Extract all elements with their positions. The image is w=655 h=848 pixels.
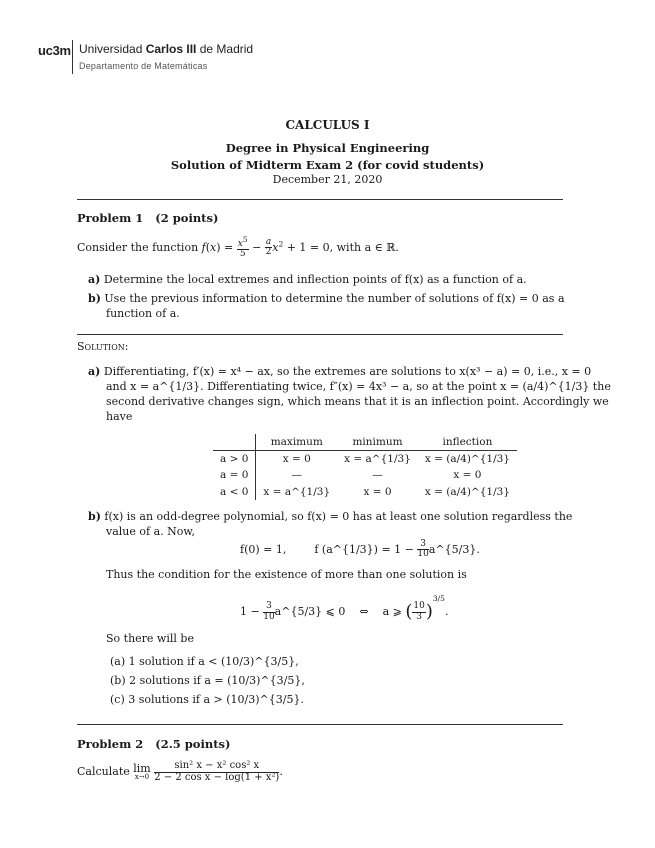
problem2-statement xyxy=(77,761,283,783)
document-title: CALCULUS I xyxy=(285,118,370,132)
solution-b-line2: value of a. Now, xyxy=(106,525,195,538)
frac-numerator: 3 xyxy=(417,540,428,550)
table-row xyxy=(213,467,517,483)
university-prefix: Universidad xyxy=(79,42,146,56)
solution-b-line1 xyxy=(88,510,572,525)
problem2-statement-prefix: Calculate xyxy=(77,765,130,778)
solution-b-label: b) xyxy=(88,510,101,523)
solution-a-line1 xyxy=(88,365,591,380)
frac-denominator: 10 xyxy=(263,611,275,622)
limit-word: lim xyxy=(133,762,151,775)
table-cell: — xyxy=(372,469,383,482)
table-cell: x = a^{1/3} xyxy=(263,485,331,498)
eq2-right-prefix: a ⩾ xyxy=(382,605,402,618)
frac-denominator: 3 xyxy=(416,611,422,622)
table-cell: x = a^{1/3} xyxy=(344,453,411,466)
fraction-3-over-10 xyxy=(417,540,428,560)
problem1-heading xyxy=(77,211,218,227)
eq1-left: f(0) = 1, xyxy=(240,542,287,556)
problem2-heading xyxy=(77,737,230,753)
degree-line: Degree in Physical Engineering xyxy=(225,141,430,155)
logo-divider xyxy=(72,40,73,74)
part-a-label: a) xyxy=(88,273,101,286)
part-b-label: b) xyxy=(88,292,101,305)
section-rule xyxy=(77,199,563,200)
eq2-right-suffix: . xyxy=(444,605,449,618)
problem2-statement-suffix: . xyxy=(279,765,283,778)
section-rule xyxy=(77,724,563,725)
part-b-line2: function of a. xyxy=(106,307,180,320)
problem2-points: (2.5 points) xyxy=(155,737,231,751)
fraction-x5-over-5: $\frac{x^5}{5}$ xyxy=(237,235,248,260)
eq2-left-suffix: a^{5/3} ⩽ 0 xyxy=(274,605,346,618)
frac-denominator: 10 xyxy=(417,549,429,560)
university-bold: Carlos III xyxy=(145,42,197,56)
table-cell: x = (a/4)^{1/3} xyxy=(424,485,510,498)
table-cell: a = 0 xyxy=(213,467,256,483)
table-header-cell xyxy=(213,434,256,451)
table-header-row xyxy=(213,434,517,451)
limit-operator xyxy=(133,763,150,781)
university-name xyxy=(79,41,253,57)
eq1-right-suffix: a^{5/3}. xyxy=(428,542,480,556)
solution-a-line1-text: Differentiating, f′(x) = x⁴ − ax, so the extremes are solutions to x(x³ − a) = 0, i.e., x = 0 xyxy=(103,365,592,378)
problem1-part-a xyxy=(88,273,527,288)
extremes-table-wrap xyxy=(213,434,517,500)
section-rule xyxy=(77,334,563,335)
problem1-part-b xyxy=(88,292,565,307)
university-suffix: de Madrid xyxy=(196,42,254,56)
case-item: (b) 2 solutions if a = (10/3)^{3/5}, xyxy=(110,674,305,687)
table-cell: x = 0 xyxy=(282,453,311,466)
solution-label: Solution: xyxy=(77,340,129,353)
table-cell: x = 0 xyxy=(453,469,482,482)
limit-numerator: sin² x − x² cos² x xyxy=(154,761,279,773)
problem1-statement-prefix: Consider the function xyxy=(77,240,199,254)
solution-a-line4: have xyxy=(106,410,133,423)
table-cell: a > 0 xyxy=(213,451,256,468)
solution-a-label: a) xyxy=(88,365,101,378)
extremes-table xyxy=(213,434,517,500)
problem2-label: Problem 2 xyxy=(77,737,144,751)
problem1-points: (2 points) xyxy=(155,211,219,225)
table-header-cell: inflection xyxy=(418,434,517,451)
case-item: (a) 1 solution if a < (10/3)^{3/5}, xyxy=(110,655,299,668)
fraction-10-over-3 xyxy=(412,602,425,622)
fraction-a-over-2: $\frac{a}{2}$ xyxy=(265,237,272,258)
frac-numerator: 3 xyxy=(263,602,274,612)
case-item: (c) 3 solutions if a > (10/3)^{3/5}. xyxy=(110,693,304,706)
part-a-text: Determine the local extremes and inflection points of f(x) as a function of a. xyxy=(103,273,527,286)
frac-numerator: 10 xyxy=(413,601,425,612)
solution-b-line4: So there will be xyxy=(106,632,194,645)
eq2-left-prefix: 1 − xyxy=(240,605,260,618)
part-b-line1: Use the previous information to determine the number of solutions of f(x) = 0 as a xyxy=(104,292,565,305)
eq1-right-prefix: f (a^{1/3}) = 1 − xyxy=(314,542,414,556)
table-cell: x = 0 xyxy=(363,485,392,498)
problem1-statement: Consider the function f(x) = $\frac{x^5}{5}$ − $\frac{a}{2}$ $x^2 + 1 = 0$, with a ∈ ℝ. xyxy=(77,235,399,260)
problem1-label: Problem 1 xyxy=(77,211,144,225)
solution-a-line3: second derivative changes sign, which means that it is an inflection point. Accordingly we xyxy=(106,395,609,408)
table-cell: — xyxy=(291,469,303,482)
table-header-cell: maximum xyxy=(256,434,337,451)
exam-date: December 21, 2020 xyxy=(272,173,383,186)
iff-symbol: ⇔ xyxy=(359,605,369,618)
uc3m-logo: uc3m xyxy=(38,43,71,58)
exam-subtitle: Solution of Midterm Exam 2 (for covid students) xyxy=(170,158,485,172)
solution-b-line1-text: f(x) is an odd-degree polynomial, so f(x) = 0 has at least one solution regardless the xyxy=(104,510,573,523)
table-cell: a < 0 xyxy=(213,484,256,500)
table-row xyxy=(213,484,517,500)
solution-a-line2: and x = a^{1/3}. Differentiating twice, f″(x) = 4x³ − a, so at the point x = (a/4)^{1/3} the xyxy=(106,380,611,393)
limit-subscript: x→0 xyxy=(134,773,150,781)
table-header-cell: minimum xyxy=(337,434,418,451)
table-row xyxy=(213,451,517,468)
table-cell: x = (a/4)^{1/3} xyxy=(424,453,510,466)
limit-denominator: 2 − 2 cos x − log(1 + x²) xyxy=(154,771,280,783)
limit-fraction xyxy=(154,761,279,783)
department-name: Departamento de Matemáticas xyxy=(79,61,208,71)
solution-b-equation1 xyxy=(240,540,480,560)
problem1-statement-suffix: , with a ∈ ℝ. xyxy=(329,240,399,254)
solution-b-equation2: 1 − $\frac{3}{10}$ a^{5/3} ⩽ 0 ⇔ a ⩾ ( $\frac{10}{3}$ )$^{3/5}$. xyxy=(240,594,449,622)
fraction-3-over-10 xyxy=(263,602,274,622)
solution-b-line3: Thus the condition for the existence of more than one solution is xyxy=(106,568,467,581)
